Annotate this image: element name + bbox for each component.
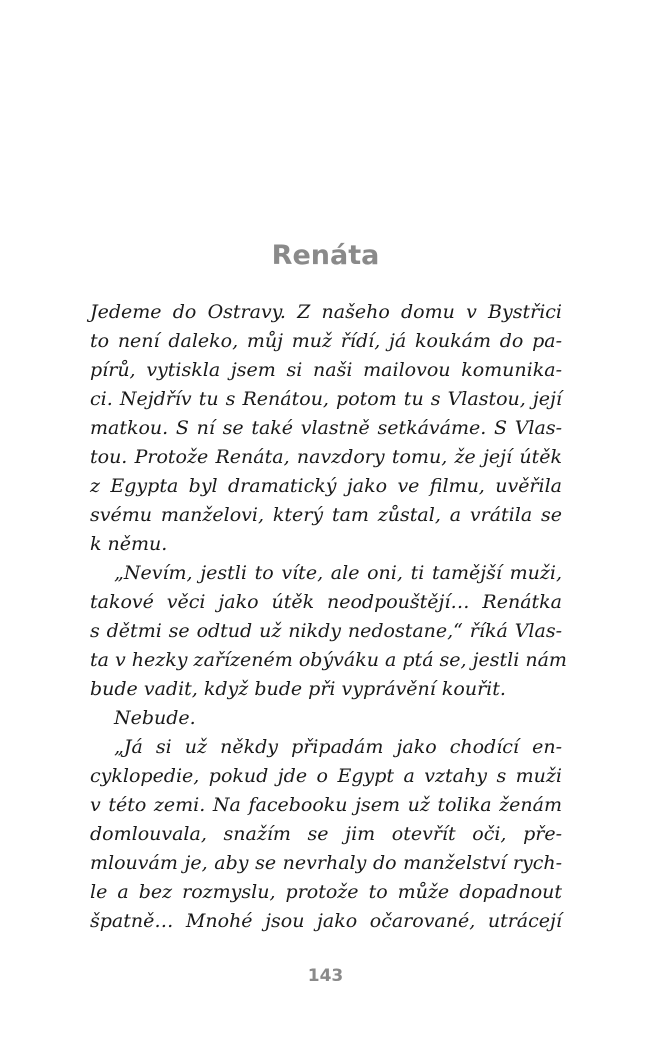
text-line: Jedeme do Ostravy. Z našeho domu v Bystřici [90,301,562,323]
text-line: „Nevím, jestli to víte, ale oni, ti tamější muži, [114,562,562,584]
text-line: k němu. [90,533,168,555]
text-line: bude vadit, když bude při vyprávění kouřit. [90,678,506,700]
text-line: ci. Nejdřív tu s Renátou, potom tu s Vlastou, její [90,388,562,410]
page-number: 143 [307,966,344,986]
text-line: ta v hezky zařízeném obýváku a ptá se, jestli nám [90,649,567,671]
text-line: s dětmi se odtud už nikdy nedostane,“ říká Vlas- [90,620,562,642]
text-line: takové věci jako útěk neodpouštějí… Renátka [90,591,562,613]
text-line: matkou. S ní se také vlastně setkáváme. S Vlas- [90,417,562,439]
text-line: tou. Protože Renáta, navzdory tomu, že její útěk [90,446,562,468]
text-line: v této zemi. Na facebooku jsem už tolika ženám [90,794,562,816]
text-line: „Já si už někdy připadám jako chodící en- [114,736,562,758]
text-line: Nebude. [114,707,196,729]
body-text [90,298,567,936]
text-line: to není daleko, můj muž řídí, já koukám do pa- [90,330,562,352]
text-line: špatně… Mnohé jsou jako očarované, utrácejí [90,910,562,932]
text-line: le a bez rozmyslu, protože to může dopadnout [90,881,562,903]
text-line: mlouvám je, aby se nevrhaly do manželství rych- [90,852,562,874]
text-line: pírů, vytiskla jsem si naši mailovou komunika- [90,359,562,381]
text-line: cyklopedie, pokud jde o Egypt a vztahy s muži [90,765,562,787]
text-line: domlouvala, snažím se jim otevřít oči, pře- [90,823,562,845]
text-line: svému manželovi, který tam zůstal, a vrátila se [90,504,562,526]
text-line: z Egypta byl dramatický jako ve filmu, uvěřila [90,475,562,497]
chapter-title: Renáta [271,240,380,271]
